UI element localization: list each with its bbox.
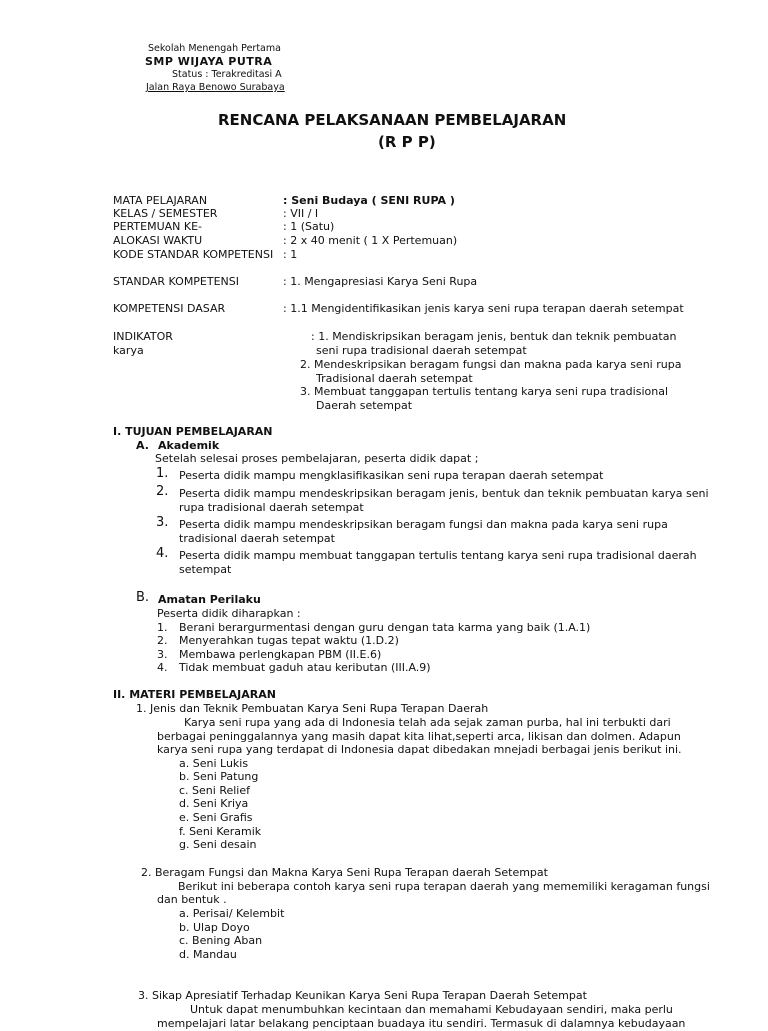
kompetensi-value: : 1.1 Mengidentifikasikan jenis karya seni rupa terapan daerah setempat	[283, 302, 684, 315]
info-value: : 1 (Satu)	[283, 220, 335, 233]
list-item: b. Seni Patung	[179, 770, 259, 783]
indikator-item: 2. Mendeskripsikan beragam fungsi dan makna pada karya seni rupa	[300, 358, 682, 371]
amatan-intro: Peserta didik diharapkan :	[157, 607, 301, 620]
info-label: KELAS / SEMESTER	[113, 207, 218, 220]
akademik-title: Akademik	[158, 439, 220, 452]
list-item: Membawa perlengkapan PBM (II.E.6)	[179, 648, 382, 661]
list-number: 3.	[156, 515, 169, 530]
paragraph-line: mempelajari latar belakang penciptaan buadaya itu sendiri. Termasuk di dalamnya kebudayaan	[157, 1017, 686, 1030]
paragraph-line: Untuk dapat menumbuhkan kecintaan dan memahami Kebudayaan sendiri, maka perlu	[190, 1003, 673, 1016]
list-item: Peserta didik mampu mendeskripsikan beragam jenis, bentuk dan teknik pembuatan karya seni	[179, 487, 709, 500]
list-item-cont: setempat	[179, 563, 232, 576]
school-address: Jalan Raya Benowo Surabaya	[146, 82, 285, 93]
akademik-intro: Setelah selesai proses pembelajaran, peserta didik dapat ;	[155, 452, 479, 465]
list-item: Menyerahkan tugas tepat waktu (1.D.2)	[179, 634, 399, 647]
list-item: c. Bening Aban	[179, 934, 263, 947]
paragraph-line: karya seni rupa yang terdapat di Indonesia dapat dibedakan mnejadi berbagai jenis berikut ini.	[157, 743, 682, 756]
info-value: : 2 x 40 menit ( 1 X Pertemuan)	[283, 234, 458, 247]
materi-section-title: 1. Jenis dan Teknik Pembuatan Karya Seni Rupa Terapan Daerah	[136, 702, 489, 715]
list-item: d. Mandau	[179, 948, 237, 961]
list-number: 2.	[157, 634, 168, 647]
list-number: 4.	[157, 661, 168, 674]
list-item: a. Seni Lukis	[179, 757, 249, 770]
list-item: b. Ulap Doyo	[179, 921, 250, 934]
list-number: 4.	[156, 546, 169, 561]
indikator-item-cont: Daerah setempat	[316, 399, 413, 412]
info-label: KODE STANDAR KOMPETENSI	[113, 248, 274, 261]
list-item: e. Seni Grafis	[179, 811, 253, 824]
list-number: 1.	[156, 466, 169, 481]
standar-label: STANDAR KOMPETENSI	[113, 275, 240, 288]
info-value: : Seni Budaya ( SENI RUPA )	[283, 194, 455, 207]
list-item: g. Seni desain	[179, 838, 257, 851]
kompetensi-label: KOMPETENSI DASAR	[113, 302, 226, 315]
info-value: : VII / I	[283, 207, 319, 220]
materi-section-title: 3. Sikap Apresiatif Terhadap Keunikan Karya Seni Rupa Terapan Daerah Setempat	[138, 989, 587, 1002]
list-item: Peserta didik mampu membuat tanggapan tertulis tentang karya seni rupa tradisional daerah	[179, 549, 697, 562]
page-subtitle: (R P P)	[378, 133, 436, 151]
akademik-letter: A.	[136, 439, 149, 452]
list-item: a. Perisai/ Kelembit	[179, 907, 285, 920]
indikator-item-cont: Tradisional daerah setempat	[316, 372, 473, 385]
indikator-label: INDIKATOR	[113, 330, 173, 343]
indikator-item: 3. Membuat tanggapan tertulis tentang karya seni rupa tradisional	[300, 385, 669, 398]
list-item: Berani berargurmentasi dengan guru dengan tata karma yang baik (1.A.1)	[179, 621, 591, 634]
info-label: PERTEMUAN KE-	[113, 220, 203, 233]
school-name: SMP WIJAYA PUTRA	[145, 55, 273, 68]
standar-value: : 1. Mengapresiasi Karya Seni Rupa	[283, 275, 478, 288]
list-item: Peserta didik mampu mendeskripsikan beragam fungsi dan makna pada karya seni rupa	[179, 518, 668, 531]
info-label: MATA PELAJARAN	[113, 194, 208, 207]
indikator-label-karya: karya	[113, 344, 144, 357]
paragraph-line: Berikut ini beberapa contoh karya seni rupa terapan daerah yang mememiliki keragaman fungsi	[178, 880, 710, 893]
amatan-letter: B.	[136, 590, 150, 605]
indikator-item: : 1. Mendiskripsikan beragam jenis, bentuk dan teknik pembuatan	[311, 330, 677, 343]
paragraph-line: berbagai peninggalannya yang masih dapat kita lihat,seperti arca, likisan dan dolmen. Adapun	[157, 730, 681, 743]
list-item: c. Seni Relief	[179, 784, 250, 797]
list-number: 2.	[156, 484, 169, 499]
page-title: RENCANA PELAKSANAAN PEMBELAJARAN	[218, 111, 567, 129]
info-label: ALOKASI WAKTU	[113, 234, 203, 247]
list-item: d. Seni Kriya	[179, 797, 249, 810]
list-item: Peserta didik mampu mengklasifikasikan seni rupa terapan daerah setempat	[179, 469, 604, 482]
amatan-title: Amatan Perilaku	[158, 593, 261, 606]
info-value: : 1	[283, 248, 298, 261]
school-type: Sekolah Menengah Pertama	[148, 43, 281, 54]
list-item-cont: rupa tradisional daerah setempat	[179, 501, 364, 514]
materi-section-title: 2. Beragam Fungsi dan Makna Karya Seni Rupa Terapan daerah Setempat	[141, 866, 548, 879]
materi-heading: II. MATERI PEMBELAJARAN	[113, 688, 276, 701]
paragraph-line: Karya seni rupa yang ada di Indonesia telah ada sejak zaman purba, hal ini terbukti dari	[184, 716, 671, 729]
list-number: 1.	[157, 621, 168, 634]
list-item: Tidak membuat gaduh atau keributan (III.A.9)	[179, 661, 431, 674]
tujuan-heading: I. TUJUAN PEMBELAJARAN	[113, 425, 273, 438]
list-number: 3.	[157, 648, 168, 661]
list-item-cont: tradisional daerah setempat	[179, 532, 335, 545]
paragraph-line: dan bentuk .	[157, 893, 227, 906]
school-status: Status : Terakreditasi A	[172, 69, 282, 80]
list-item: f. Seni Keramik	[179, 825, 262, 838]
indikator-item-cont: seni rupa tradisional daerah setempat	[316, 344, 527, 357]
